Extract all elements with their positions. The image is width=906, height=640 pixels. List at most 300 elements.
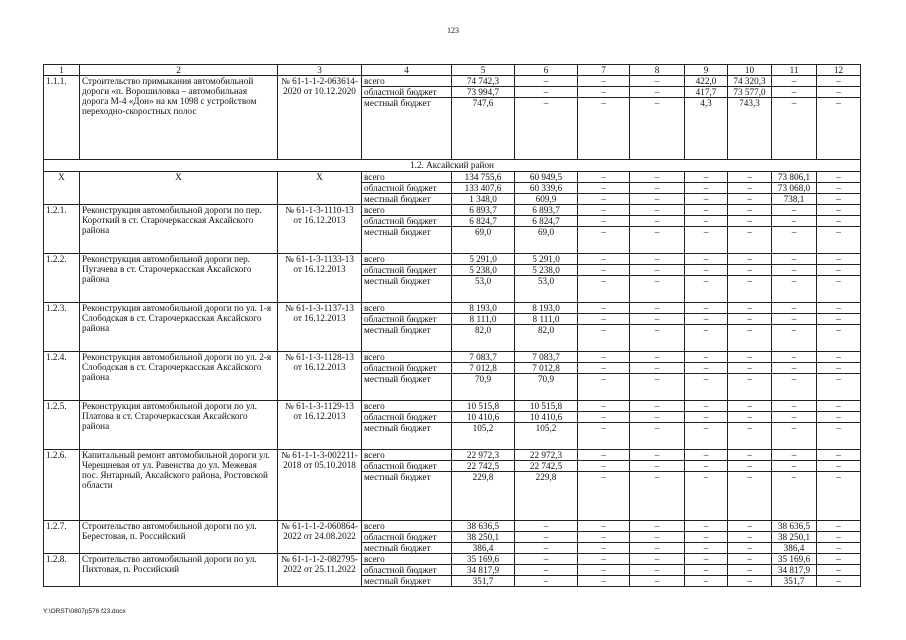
amount-cell: – xyxy=(578,216,630,227)
amount-cell: – xyxy=(578,363,630,374)
amount-cell: 22 972,3 xyxy=(515,450,578,461)
amount-cell: – xyxy=(630,76,685,87)
amount-cell: – xyxy=(515,565,578,576)
amount-cell: 8 193,0 xyxy=(515,303,578,314)
amount-cell: – xyxy=(685,352,728,363)
amount-cell: – xyxy=(728,254,772,265)
amount-cell: – xyxy=(772,98,817,160)
header-cell: 4 xyxy=(362,65,452,76)
funding-source: местный бюджет xyxy=(362,98,452,160)
amount-cell: – xyxy=(630,172,685,183)
amount-cell: – xyxy=(817,352,861,363)
amount-cell: – xyxy=(772,276,817,303)
amount-cell: – xyxy=(630,521,685,532)
amount-cell: 60 949,5 xyxy=(515,172,578,183)
amount-cell: 53,0 xyxy=(452,276,515,303)
amount-cell: 34 817,9 xyxy=(772,565,817,576)
amount-cell: 133 407,6 xyxy=(452,183,515,194)
amount-cell: – xyxy=(817,565,861,576)
amount-cell: – xyxy=(578,532,630,543)
amount-cell: – xyxy=(685,461,728,472)
amount-cell: – xyxy=(578,172,630,183)
amount-cell: – xyxy=(728,303,772,314)
funding-source: областной бюджет xyxy=(362,87,452,98)
amount-cell: – xyxy=(630,254,685,265)
funding-source: всего xyxy=(362,254,452,265)
amount-cell: – xyxy=(728,172,772,183)
amount-cell: 53,0 xyxy=(515,276,578,303)
amount-cell: 35 169,6 xyxy=(772,554,817,565)
amount-cell: – xyxy=(515,554,578,565)
amount-cell: 38 250,1 xyxy=(772,532,817,543)
funding-source: местный бюджет xyxy=(362,543,452,554)
funding-source: всего xyxy=(362,450,452,461)
funding-source: местный бюджет xyxy=(362,194,452,205)
amount-cell: – xyxy=(630,276,685,303)
amount-cell: – xyxy=(817,216,861,227)
amount-cell: – xyxy=(578,450,630,461)
amount-cell: – xyxy=(578,521,630,532)
table-row xyxy=(44,254,861,265)
funding-source: областной бюджет xyxy=(362,216,452,227)
amount-cell: 22 742,5 xyxy=(515,461,578,472)
amount-cell: – xyxy=(728,461,772,472)
amount-cell: – xyxy=(578,227,630,254)
amount-cell: 38 250,1 xyxy=(452,532,515,543)
amount-cell: – xyxy=(728,363,772,374)
amount-cell: – xyxy=(728,374,772,401)
amount-cell: – xyxy=(578,314,630,325)
amount-cell: – xyxy=(772,76,817,87)
amount-cell: – xyxy=(817,183,861,194)
amount-cell: – xyxy=(685,554,728,565)
amount-cell: – xyxy=(630,98,685,160)
table-row xyxy=(44,521,861,532)
amount-cell: – xyxy=(630,205,685,216)
expertise-document: № 61-1-1-2-063614-2020 от 10.12.2020 xyxy=(278,76,362,160)
amount-cell: – xyxy=(817,521,861,532)
amount-cell: – xyxy=(630,87,685,98)
amount-cell: 38 636,5 xyxy=(772,521,817,532)
amount-cell: 386,4 xyxy=(452,543,515,554)
amount-cell: – xyxy=(685,227,728,254)
amount-cell: – xyxy=(772,265,817,276)
amount-cell: – xyxy=(817,401,861,412)
table-row xyxy=(44,205,861,216)
funding-source: областной бюджет xyxy=(362,565,452,576)
amount-cell: – xyxy=(685,565,728,576)
amount-cell: 5 238,0 xyxy=(515,265,578,276)
page-number: 123 xyxy=(447,26,459,35)
amount-cell: 5 291,0 xyxy=(452,254,515,265)
funding-source: местный бюджет xyxy=(362,472,452,521)
amount-cell: – xyxy=(728,276,772,303)
amount-cell: – xyxy=(630,183,685,194)
funding-source: всего xyxy=(362,401,452,412)
amount-cell: – xyxy=(630,543,685,554)
expertise-document: № 61-1-1-2-060864-2022 от 24.08.2022 xyxy=(278,521,362,554)
amount-cell: 1 348,0 xyxy=(452,194,515,205)
amount-cell: – xyxy=(630,554,685,565)
amount-cell: – xyxy=(685,532,728,543)
amount-cell: – xyxy=(630,303,685,314)
amount-cell: 74 320,3 xyxy=(728,76,772,87)
amount-cell: – xyxy=(817,205,861,216)
amount-cell: 73 806,1 xyxy=(772,172,817,183)
amount-cell: – xyxy=(515,532,578,543)
amount-cell: – xyxy=(728,227,772,254)
amount-cell: – xyxy=(728,401,772,412)
amount-cell: – xyxy=(630,565,685,576)
amount-cell: – xyxy=(772,254,817,265)
amount-cell: 5 238,0 xyxy=(452,265,515,276)
amount-cell: – xyxy=(817,87,861,98)
amount-cell: – xyxy=(578,194,630,205)
funding-source: всего xyxy=(362,352,452,363)
amount-cell: 4,3 xyxy=(685,98,728,160)
item-number: 1.2.8. xyxy=(44,554,80,587)
funding-source: всего xyxy=(362,303,452,314)
amount-cell: – xyxy=(817,543,861,554)
funding-source: областной бюджет xyxy=(362,412,452,423)
amount-cell: – xyxy=(630,325,685,352)
amount-cell: – xyxy=(772,401,817,412)
amount-cell: – xyxy=(817,227,861,254)
amount-cell: – xyxy=(728,576,772,587)
amount-cell: – xyxy=(515,521,578,532)
amount-cell: – xyxy=(817,461,861,472)
amount-cell: – xyxy=(817,314,861,325)
object-name: Строительство примыкания автомобильной дороги «п. Ворошиловка – автомобильная дорога М-4 «Дон» на км 1098 с устройством переходно-скоростных полос xyxy=(80,76,278,160)
amount-cell: – xyxy=(515,543,578,554)
item-number: 1.2.6. xyxy=(44,450,80,521)
table-row xyxy=(44,303,861,314)
amount-cell: – xyxy=(578,98,630,160)
amount-cell: – xyxy=(685,216,728,227)
amount-cell: – xyxy=(817,532,861,543)
header-cell: 10 xyxy=(728,65,772,76)
amount-cell: 82,0 xyxy=(515,325,578,352)
amount-cell: – xyxy=(685,205,728,216)
object-name: Капитальный ремонт автомобильной дороги ул. Черешневая от ул. Равенства до ул. Межевая пос. Янтарный, Аксайского района, Ростовской области xyxy=(80,450,278,521)
amount-cell: 35 169,6 xyxy=(452,554,515,565)
amount-cell: – xyxy=(630,216,685,227)
amount-cell: – xyxy=(772,227,817,254)
amount-cell: – xyxy=(685,543,728,554)
amount-cell: – xyxy=(728,412,772,423)
item-number: 1.2.5. xyxy=(44,401,80,450)
amount-cell: – xyxy=(578,543,630,554)
amount-cell: 5 291,0 xyxy=(515,254,578,265)
expertise-document: № 61-1-1-2-082795-2022 от 25.11.2022 xyxy=(278,554,362,587)
amount-cell: – xyxy=(515,576,578,587)
amount-cell: 417,7 xyxy=(685,87,728,98)
section-row xyxy=(44,160,861,172)
funding-source: всего xyxy=(362,521,452,532)
amount-cell: – xyxy=(685,576,728,587)
amount-cell: – xyxy=(685,194,728,205)
amount-cell: – xyxy=(728,265,772,276)
amount-cell: 6 893,7 xyxy=(515,205,578,216)
amount-cell: 22 972,3 xyxy=(452,450,515,461)
amount-cell: 38 636,5 xyxy=(452,521,515,532)
amount-cell: – xyxy=(728,194,772,205)
amount-cell: 34 817,9 xyxy=(452,565,515,576)
funding-source: областной бюджет xyxy=(362,363,452,374)
amount-cell: 10 410,6 xyxy=(452,412,515,423)
amount-cell: – xyxy=(630,194,685,205)
amount-cell: – xyxy=(630,227,685,254)
amount-cell: 386,4 xyxy=(772,543,817,554)
amount-cell: – xyxy=(772,314,817,325)
amount-cell: – xyxy=(728,216,772,227)
amount-cell: – xyxy=(817,265,861,276)
amount-cell: – xyxy=(578,87,630,98)
amount-cell: – xyxy=(817,576,861,587)
funding-source: местный бюджет xyxy=(362,374,452,401)
amount-cell: – xyxy=(578,265,630,276)
amount-cell: – xyxy=(630,314,685,325)
amount-cell: – xyxy=(515,98,578,160)
amount-cell: 69,0 xyxy=(452,227,515,254)
amount-cell: – xyxy=(772,423,817,450)
header-cell: 11 xyxy=(772,65,817,76)
amount-cell: – xyxy=(630,265,685,276)
amount-cell: 7 012,8 xyxy=(452,363,515,374)
amount-cell: 8 193,0 xyxy=(452,303,515,314)
funding-source: областной бюджет xyxy=(362,532,452,543)
amount-cell: 229,8 xyxy=(452,472,515,521)
object-name: Строительство автомобильной дороги по ул. Берестовая, п. Российский xyxy=(80,521,278,554)
amount-cell: 351,7 xyxy=(772,576,817,587)
amount-cell: – xyxy=(772,87,817,98)
header-cell: 7 xyxy=(578,65,630,76)
amount-cell: 105,2 xyxy=(452,423,515,450)
amount-cell: – xyxy=(817,254,861,265)
amount-cell: 105,2 xyxy=(515,423,578,450)
amount-cell: – xyxy=(630,532,685,543)
amount-cell: – xyxy=(772,412,817,423)
amount-cell: – xyxy=(685,363,728,374)
amount-cell: – xyxy=(630,423,685,450)
item-number: 1.1.1. xyxy=(44,76,80,160)
amount-cell: 743,3 xyxy=(728,98,772,160)
funding-source: всего xyxy=(362,205,452,216)
table-row xyxy=(44,401,861,412)
amount-cell: 10 515,8 xyxy=(515,401,578,412)
header-cell: 8 xyxy=(630,65,685,76)
amount-cell: – xyxy=(817,554,861,565)
item-number: 1.2.4. xyxy=(44,352,80,401)
funding-source: всего xyxy=(362,172,452,183)
amount-cell: – xyxy=(728,521,772,532)
object-name: Реконструкция автомобильной дороги по ул. Платова в ст. Старочеркасская Аксайского района xyxy=(80,401,278,450)
amount-cell: – xyxy=(630,363,685,374)
funding-source: областной бюджет xyxy=(362,183,452,194)
amount-cell: – xyxy=(578,352,630,363)
amount-cell: 73 577,0 xyxy=(728,87,772,98)
amount-cell: – xyxy=(578,576,630,587)
amount-cell: – xyxy=(685,401,728,412)
amount-cell: – xyxy=(728,325,772,352)
amount-cell: – xyxy=(685,450,728,461)
amount-cell: 73 994,7 xyxy=(452,87,515,98)
item-number: 1.2.3. xyxy=(44,303,80,352)
amount-cell: 8 111,0 xyxy=(515,314,578,325)
amount-cell: – xyxy=(728,554,772,565)
amount-cell: – xyxy=(578,374,630,401)
amount-cell: 6 824,7 xyxy=(452,216,515,227)
amount-cell: – xyxy=(772,325,817,352)
amount-cell: – xyxy=(817,98,861,160)
amount-cell: – xyxy=(728,532,772,543)
amount-cell: – xyxy=(685,183,728,194)
table-row xyxy=(44,450,861,461)
funding-source: местный бюджет xyxy=(362,576,452,587)
funding-source: местный бюджет xyxy=(362,423,452,450)
funding-source: местный бюджет xyxy=(362,227,452,254)
amount-cell: – xyxy=(817,276,861,303)
amount-cell: – xyxy=(772,450,817,461)
amount-cell: – xyxy=(578,325,630,352)
object-name: Реконструкция автомобильной дороги по пер. Короткий в ст. Старочеркасская Аксайского района xyxy=(80,205,278,254)
amount-cell: – xyxy=(630,352,685,363)
amount-cell: – xyxy=(817,172,861,183)
amount-cell: – xyxy=(630,450,685,461)
amount-cell: – xyxy=(817,374,861,401)
amount-cell: – xyxy=(578,76,630,87)
amount-cell: 7 012,8 xyxy=(515,363,578,374)
amount-cell: 8 111,0 xyxy=(452,314,515,325)
funding-source: местный бюджет xyxy=(362,325,452,352)
amount-cell: – xyxy=(772,352,817,363)
amount-cell: – xyxy=(578,303,630,314)
amount-cell: – xyxy=(578,401,630,412)
amount-cell: – xyxy=(728,472,772,521)
amount-cell: 6 893,7 xyxy=(452,205,515,216)
amount-cell: – xyxy=(728,183,772,194)
amount-cell: – xyxy=(817,194,861,205)
header-cell: 1 xyxy=(44,65,80,76)
header-cell: 3 xyxy=(278,65,362,76)
summary-x-number: Х xyxy=(44,172,80,205)
summary-x-doc: Х xyxy=(278,172,362,205)
amount-cell: – xyxy=(817,325,861,352)
funding-source: областной бюджет xyxy=(362,461,452,472)
funding-source: всего xyxy=(362,554,452,565)
amount-cell: – xyxy=(685,276,728,303)
amount-cell: 7 083,7 xyxy=(515,352,578,363)
header-cell: 9 xyxy=(685,65,728,76)
amount-cell: – xyxy=(578,554,630,565)
amount-cell: 609,9 xyxy=(515,194,578,205)
amount-cell: – xyxy=(630,576,685,587)
item-number: 1.2.7. xyxy=(44,521,80,554)
header-cell: 12 xyxy=(817,65,861,76)
amount-cell: – xyxy=(685,254,728,265)
amount-cell: – xyxy=(515,76,578,87)
funding-source: всего xyxy=(362,76,452,87)
amount-cell: – xyxy=(817,303,861,314)
expertise-document: № 61-1-3-1137-13 от 16.12.2013 xyxy=(278,303,362,352)
amount-cell: – xyxy=(817,76,861,87)
amount-cell: 22 742,5 xyxy=(452,461,515,472)
amount-cell: – xyxy=(728,565,772,576)
amount-cell: 10 515,8 xyxy=(452,401,515,412)
object-name: Реконструкция автомобильной дороги по ул. 2-я Слободская в ст. Старочеркасская Аксайского района xyxy=(80,352,278,401)
expertise-document: № 61-1-3-1129-13 от 16.12.2013 xyxy=(278,401,362,450)
amount-cell: – xyxy=(630,412,685,423)
amount-cell: 10 410,6 xyxy=(515,412,578,423)
amount-cell: 74 742,3 xyxy=(452,76,515,87)
expertise-document: № 61-1-3-1128-13 от 16.12.2013 xyxy=(278,352,362,401)
amount-cell: – xyxy=(578,183,630,194)
expertise-document: № 61-1-3-1133-13 от 16.12.2013 xyxy=(278,254,362,303)
amount-cell: 351,7 xyxy=(452,576,515,587)
amount-cell: – xyxy=(630,374,685,401)
amount-cell: – xyxy=(772,461,817,472)
amount-cell: 6 824,7 xyxy=(515,216,578,227)
amount-cell: – xyxy=(685,412,728,423)
table-row xyxy=(44,76,861,87)
amount-cell: – xyxy=(578,461,630,472)
amount-cell: – xyxy=(728,543,772,554)
amount-cell: – xyxy=(728,423,772,450)
header-cell: 2 xyxy=(80,65,278,76)
item-number: 1.2.1. xyxy=(44,205,80,254)
amount-cell: – xyxy=(772,303,817,314)
amount-cell: – xyxy=(630,461,685,472)
amount-cell: – xyxy=(772,205,817,216)
amount-cell: – xyxy=(578,423,630,450)
amount-cell: – xyxy=(685,472,728,521)
amount-cell: – xyxy=(578,472,630,521)
header-row xyxy=(44,65,861,76)
footer-file-path: Y:\ORST\0807p576 f23.docx xyxy=(43,608,126,615)
header-cell: 5 xyxy=(452,65,515,76)
expertise-document: № 61-1-3-1110-13 от 16.12.2013 xyxy=(278,205,362,254)
amount-cell: 73 068,0 xyxy=(772,183,817,194)
amount-cell: – xyxy=(817,412,861,423)
amount-cell: – xyxy=(817,423,861,450)
amount-cell: 738,1 xyxy=(772,194,817,205)
amount-cell: – xyxy=(578,412,630,423)
amount-cell: – xyxy=(685,374,728,401)
amount-cell: – xyxy=(772,363,817,374)
amount-cell: – xyxy=(728,314,772,325)
amount-cell: 134 755,6 xyxy=(452,172,515,183)
amount-cell: 422,0 xyxy=(685,76,728,87)
amount-cell: – xyxy=(772,216,817,227)
amount-cell: – xyxy=(817,363,861,374)
amount-cell: 7 083,7 xyxy=(452,352,515,363)
amount-cell: 747,6 xyxy=(452,98,515,160)
amount-cell: – xyxy=(728,352,772,363)
item-number: 1.2.2. xyxy=(44,254,80,303)
amount-cell: – xyxy=(817,472,861,521)
amount-cell: – xyxy=(772,472,817,521)
amount-cell: 229,8 xyxy=(515,472,578,521)
budget-table xyxy=(43,64,861,587)
amount-cell: 70,9 xyxy=(452,374,515,401)
header-cell: 6 xyxy=(515,65,578,76)
amount-cell: – xyxy=(515,87,578,98)
amount-cell: – xyxy=(685,314,728,325)
amount-cell: 70,9 xyxy=(515,374,578,401)
object-name: Строительство автомобильной дороги по ул. Пихтовая, п. Российский xyxy=(80,554,278,587)
amount-cell: – xyxy=(685,423,728,450)
funding-source: местный бюджет xyxy=(362,276,452,303)
